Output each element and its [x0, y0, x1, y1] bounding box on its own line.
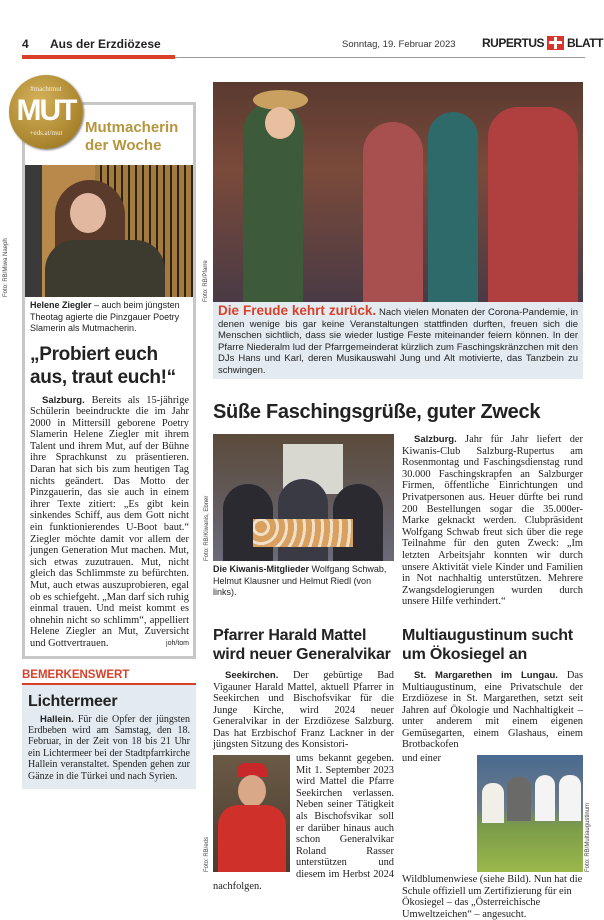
- photo-credit: Foto: RB/Kiwanis, Ebner: [204, 495, 210, 561]
- kiwanis-headline: Süße Faschingsgrüße, guter Zweck: [213, 401, 541, 423]
- badge-url: +eds.at/mut: [29, 129, 63, 137]
- multi-body: St. Margarethen im Lungau. Das Multiaugustinum, eine Privatschule der Erzdiözese in St. Margarethen, setzt seit Jahren auf Ökologie und Nachhaltigkeit – unter anderem mit einem eigenen Gemüsegarten, einem Glashaus, einem Brotbackofen: [402, 669, 583, 751]
- kiwanis-body: Salzburg. Jahr für Jahr liefert der Kiwanis-Club Salzburg-Rupertus am Rosenmontag und Faschingsdienstag rund 30.000 Faschingskrapfen an Salzburger Firmen, öffentliche Einrichtungen und Privatpersonen aus. Heuer dürfte bei rund 200 Bestellungen sogar die 35.000er-Marke geknackt werden. Clubpräsident Wolfgang Schwab freut sich über die rege Teilnahme für den guten Zweck: „Im letzten Arbeitsjahr konnten wir durch unsere Aktivität viele Kinder und Familien in Not nachhaltig unterstützen. Mehrere Zwangsdelogierungen wurden durch unsere Hilfe verhindert.“: [402, 434, 583, 608]
- helene-ziegler-photo: [3, 165, 193, 297]
- fasching-dance-photo: [203, 82, 583, 302]
- photo-credit: Foto: RB/Miwa Naeph: [3, 238, 9, 297]
- kicker-bemerkenswert: BEMERKENSWERT: [22, 668, 130, 681]
- left-column: [3, 85, 196, 789]
- mattel-body-continued: ums bekannt gegeben. Mit 1. September 2023 wird Mattel die Pfarre Seekirchen verlassen. Neben seiner Tätigkeit als Bischofsvikar soll er darüber hinaus auch schon Generalvikar Roland Rasser unterstützen und diesem im Herbst 2024 nachfolgen.: [213, 753, 394, 892]
- photo-credit: Foto: RB/eds: [204, 837, 210, 873]
- logo-text-right: BLATT: [567, 36, 603, 50]
- photo-caption: Helene Ziegler – auch beim jüngsten Theotag agierte die Pinzgauer Poetry Slamerin als Mutmacherin.: [30, 300, 180, 333]
- header-rule: [175, 57, 585, 58]
- mattel-body: Seekirchen. Der gebürtige Bad Vigauner Harald Mattel, aktuell Pfarrer in Seekirchen und Bischofsvikar für die Junge Kirche, wird 2024 neuer Generalvikar in der Erzdiözese Salzburg. Das hat Erzbischof Franz Lackner in der jüngsten Sitzung des Konsistori-: [213, 669, 394, 751]
- kiwanis-article: [204, 434, 583, 608]
- freude-lead: Die Freude kehrt zurück.: [218, 303, 377, 318]
- lichtermeer-headline: Lichtermeer: [28, 692, 118, 710]
- mutmacherin-header: [16, 85, 193, 165]
- issue-date: Sonntag, 19. Februar 2023: [342, 39, 456, 50]
- photo-credit: Foto: RB/Pfarre: [203, 260, 209, 302]
- logo-text-left: RUPERTUS: [482, 36, 545, 50]
- cross-logo-icon: [547, 36, 564, 50]
- mutmacherin-box: [3, 85, 196, 659]
- lichtermeer-box: [22, 685, 196, 789]
- newspaper-logo: [482, 36, 603, 50]
- right-column: [203, 82, 591, 920]
- author-initials: joh/tom: [166, 639, 189, 647]
- mutmacherin-title: Mutmacherin der Woche: [85, 119, 179, 154]
- multi-headline: Multiaugustinum sucht um Ökosiegel an: [402, 626, 573, 663]
- multiaugustinum-photo: [477, 755, 591, 873]
- photo-credit: Foto: RB/Multiaugustinum: [585, 803, 591, 873]
- multi-article: [402, 626, 591, 920]
- kiwanis-caption: Die Kiwanis-Mitglieder Wolfgang Schwab, Helmut Klausner und Helmut Riedl (von links).: [213, 564, 387, 597]
- article-body: Salzburg. Bereits als 15-jährige Schülerin beeindruckte die im Jahr 2000 in Mittersill geborene Poetry Slamerin Helene Ziegler mit ihrem Talent und ihrem Mut, auf der Bühne ihre Sprachkunst zu präsentieren. Daran hat sich bis zum heutigen Tag nichts geändert. Das Motto der Pinzgauerin, das sie auch in einem ihrer Texte zitiert: „Es gibt kein sinkendes Schiff, aus dem Gott nicht ein funktionierendes U-Boot baut.“ Ziegler möchte damit vor allem der jungen Generation Mut machen. Mut, sich etwas zuzutrauen. Mut, nicht gleich das Schlimmste zu befürchten. Mut, auch etwas auszuprobieren, egal ob es schiefgeht. „Man darf sich ruhig einmal trauen. Und meist kommt es ohnehin nicht so schlimm“, appelliert Helene Ziegler an Mut, Zuversicht und Gottvertrauen. joh/tom: [30, 394, 189, 649]
- page-number: 4: [22, 37, 29, 51]
- mattel-portrait-photo: [204, 755, 290, 873]
- lichtermeer-body: Hallein. Für die Opfer der jüngsten Erdbeben wird am Samstag, den 18. Februar, in der Zeit von 18 bis 21 Uhr ein Lichtermeer bei der Stadtpfarrkirche Hallein veranstaltet. Spenden gehen zur Gänze in die Türkei und nach Syrien.: [28, 713, 190, 782]
- mut-badge: [9, 75, 83, 149]
- article-headline: „Probiert euch aus, traut euch!“: [30, 343, 176, 388]
- badge-mut: MUT: [16, 94, 76, 127]
- kiwanis-photo: [204, 434, 394, 561]
- header-accent-rule: [22, 55, 175, 59]
- bottom-articles: [204, 626, 591, 920]
- mattel-article: [204, 626, 394, 892]
- freude-caption-box: Die Freude kehrt zurück. Nach vielen Monaten der Corona-Pandemie, in denen wenige bis gar keine Veranstaltungen stattfinden durften, freuen sich die Menschen sichtlich, dass sie wieder lustige Feste miteinander feiern können. In der Pfarre Niederalm lud der Pfarrgemeinderat kürzlich zum Faschingskränzchen mit den DJs Hans und Karl, deren Musikauswahl Jung und Alt motivierte, das Tanzbein zu schwingen.: [213, 302, 583, 379]
- section-title: Aus der Erzdiözese: [50, 37, 161, 51]
- mattel-headline: Pfarrer Harald Mattel wird neuer Generalvikar: [213, 626, 391, 663]
- multi-body-continued: und einer Wildblumenwiese (siehe Bild). Nun hat die Schule offiziell um Zertifizierung für ein Ökosiegel – das „Österreichische Umweltzeichen“ – angesucht.: [402, 753, 583, 920]
- badge-hashtag: #machtmut: [30, 85, 62, 93]
